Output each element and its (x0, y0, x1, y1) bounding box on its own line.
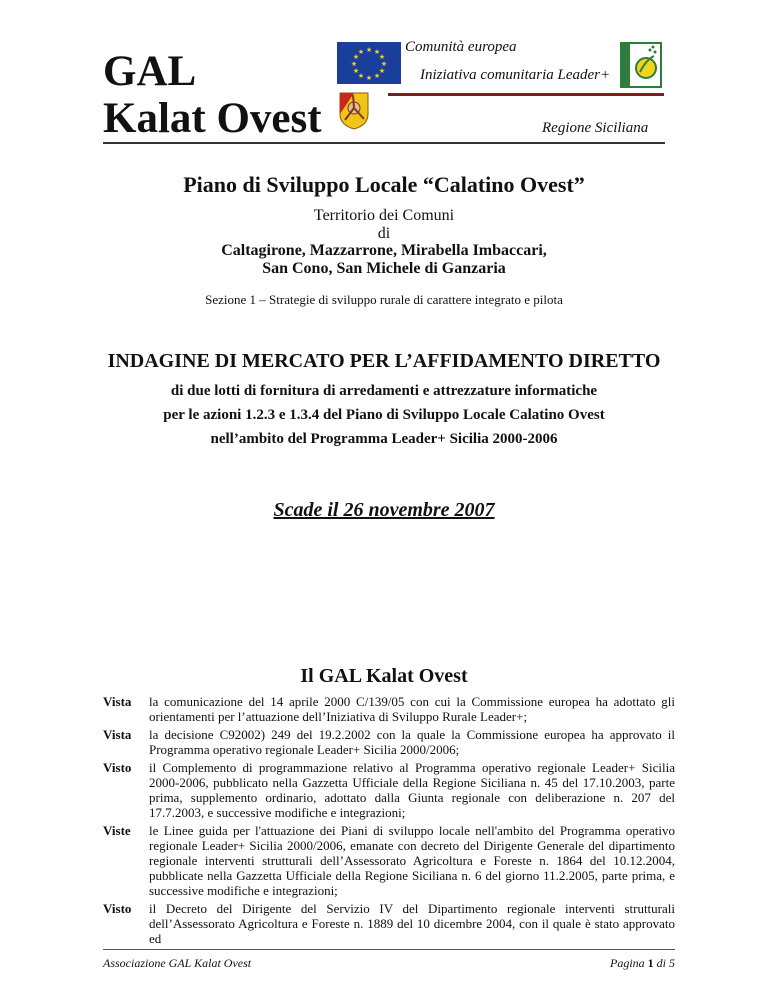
list-item-text: il Complemento di programmazione relativo al Programma operativo regionale Leader+ Sicilia 2000-2006, pubblicato nella Gazzetta Ufficiale della Regione Siciliana n. 45 del 17.10.2003, parte prima, supplemento ordinario, adottato dalla Giunta regionale con deliberazione n. 207 del 17.7.2003, e successive modifiche e integrazioni; (149, 760, 675, 820)
list-item-text: la decisione C92002) 249 del 19.2.2002 con la quale la Commissione europea ha approvato il Programma operativo regionale Leader+ Sicilia 2000/2006; (149, 727, 675, 757)
svg-text:★: ★ (380, 60, 388, 68)
premises-list (103, 694, 675, 949)
iniziativa-label: Iniziativa comunitaria Leader+ (420, 67, 611, 83)
svg-text:★: ★ (373, 48, 381, 56)
territorio-line: Territorio dei Comuni (313, 207, 455, 224)
footer-rule (103, 949, 675, 950)
sicily-crest-icon (339, 92, 369, 130)
list-item (103, 727, 675, 757)
subtitle-line-2: per le azioni 1.2.3 e 1.3.4 del Piano di Sviluppo Locale Calatino Ovest (163, 407, 605, 423)
gal-heading: Il GAL Kalat Ovest (300, 665, 468, 687)
svg-text:★: ★ (357, 72, 365, 80)
comuni-line-1: Caltagirone, Mazzarrone, Mirabella Imbaccari, (221, 242, 547, 259)
svg-text:★: ★ (378, 53, 386, 61)
list-item-label: Vista (103, 694, 132, 709)
svg-text:★: ★ (350, 60, 358, 68)
page-total: di 5 (656, 956, 675, 970)
list-item-label: Visto (103, 901, 132, 916)
svg-text:★: ★ (373, 72, 381, 80)
list-item (103, 694, 675, 724)
regione-siciliana-label: Regione Siciliana (542, 120, 649, 136)
svg-text:★: ★ (365, 74, 373, 82)
red-divider (388, 93, 664, 96)
header-rule (103, 142, 665, 144)
list-item-label: Viste (103, 823, 131, 838)
eu-flag-icon (337, 42, 401, 84)
deadline-text: Scade il 26 novembre 2007 (273, 499, 495, 521)
footer-page-number (574, 956, 675, 971)
sezione-line: Sezione 1 – Strategie di sviluppo rurale di carattere integrato e pilota (205, 292, 563, 307)
di-line: di (377, 225, 391, 242)
subtitle-line-3: nell’ambito del Programma Leader+ Sicilia 2000-2006 (210, 431, 558, 447)
page-title: Piano di Sviluppo Locale “Calatino Ovest” (183, 172, 585, 197)
list-item-text: le Linee guida per l'attuazione dei Piani di sviluppo locale nell'ambito del Programma operativo regionale Leader+ Sicilia 2000/2006, emanate con decreto del Dirigente Generale del dipartimento regionale interventi strutturali dell’Assessorato Agricoltura e Foreste n. 1864 del 10.12.2004, pubblicate nella Gazzetta Ufficiale della Regione Siciliana n. 6 del giorno 11.2.2005, parte prima, e successive modifiche e integrazioni; (149, 823, 675, 898)
comunita-europea-label: Comunità europea (405, 39, 517, 55)
indagine-heading: INDAGINE DI MERCATO PER L’AFFIDAMENTO DIRETTO (107, 350, 661, 372)
list-item-label: Visto (103, 760, 132, 775)
subtitle-line-1: di due lotti di fornitura di arredamenti e attrezzature informatiche (170, 383, 598, 399)
svg-text:★: ★ (365, 46, 373, 54)
page-current: 1 (647, 956, 654, 970)
svg-text:★: ★ (378, 67, 386, 75)
svg-text:★: ★ (352, 53, 360, 61)
list-item (103, 823, 675, 898)
list-item-text: la comunicazione del 14 aprile 2000 C/139/05 con cui la Commissione europea ha adottato gli orientamenti per l’attuazione dell’Iniziativa di Sviluppo Rurale Leader+; (149, 694, 675, 724)
svg-text:★: ★ (357, 48, 365, 56)
leader-logo-icon (620, 42, 662, 88)
logo-line-gal: GAL (103, 48, 197, 95)
svg-text:★: ★ (352, 67, 360, 75)
comuni-line-2: San Cono, San Michele di Ganzaria (262, 260, 506, 277)
list-item (103, 901, 675, 946)
logo-line-kalat-ovest: Kalat Ovest (103, 95, 322, 142)
page-word: Pagina (609, 956, 645, 970)
list-item-label: Vista (103, 727, 132, 742)
footer-association: Associazione GAL Kalat Ovest (103, 956, 252, 970)
list-item-text: il Decreto del Dirigente del Servizio IV del Dipartimento regionale interventi strutturali dell’Assessorato Agricoltura e Foreste n. 1889 del 10 dicembre 2004, con il quale è stato approvato ed (149, 901, 675, 946)
list-item (103, 760, 675, 820)
